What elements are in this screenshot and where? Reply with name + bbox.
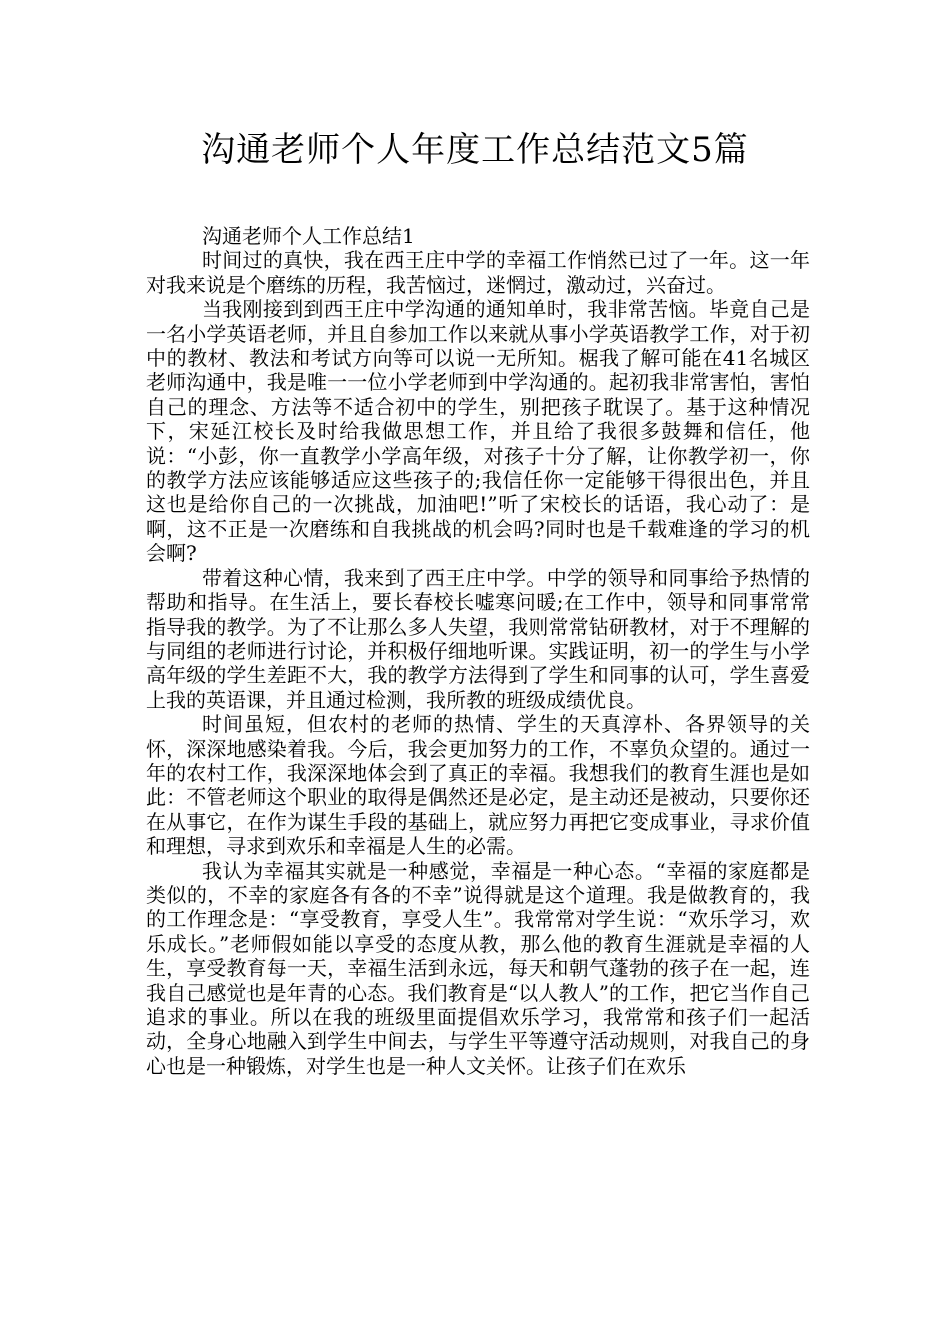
paragraph-4: 时间虽短，但农村的老师的热情、学生的天真淳朴、各界领导的关怀，深深地感染着我。今后，我会更加努力的工作，不辜负众望的。通过一年的农村工作，我深深地体会到了真正的幸福。我想我们的教育生涯也是如此：不管老师这个职业的取得是偶然还是必定，是主动还是被动，只要你还在从事它，在作为谋生手段的基础上，就应努力再把它变成事业，寻求价值和理想，寻求到欢乐和幸福是人生的必需。 bbox=[146, 712, 810, 859]
paragraph-2: 当我刚接到到西王庄中学沟通的通知单时，我非常苦恼。毕竟自己是一名小学英语老师，并且自参加工作以来就从事小学英语教学工作，对于初中的教材、教法和考试方向等可以说一无所知。椐我了解可能在41名城区老师沟通中，我是唯一一位小学老师到中学沟通的。起初我非常害怕，害怕自己的理念、方法等不适合初中的学生，别把孩子耽误了。基于这种情况下，宋延江校长及时给我做思想工作，并且给了我很多鼓舞和信任，他说：“小彭，你一直教学小学高年级，对孩子十分了解，让你教学初一，你的教学方法应该能够适应这些孩子的;我信任你一定能够干得很出色，并且这也是给你自己的一次挑战，加油吧!”听了宋校长的话语，我心动了：是啊，这不正是一次磨练和自我挑战的机会吗?同时也是千载难逢的学习的机会啊? bbox=[146, 297, 810, 566]
paragraph-3: 带着这种心情，我来到了西王庄中学。中学的领导和同事给予热情的帮助和指导。在生活上，要长春校长嘘寒问暖;在工作中，领导和同事常常指导我的教学。为了不让那么多人失望，我则常常钻研教材，对于不理解的与同组的老师进行讨论，并积极仔细地听课。实践证明，初一的学生与小学高年级的学生差距不大，我的教学方法得到了学生和同事的认可，学生喜爱上我的英语课，并且通过检测，我所教的班级成绩优良。 bbox=[146, 565, 810, 712]
document-title: 沟通老师个人年度工作总结范文5篇 bbox=[201, 130, 749, 170]
paragraph-1: 时间过的真快，我在西王庄中学的幸福工作悄然已过了一年。这一年对我来说是个磨练的历程，我苦恼过，迷惘过，激动过，兴奋过。 bbox=[146, 248, 810, 297]
document-body bbox=[146, 224, 810, 1078]
paragraph-5: 我认为幸福其实就是一种感觉，幸福是一种心态。“幸福的家庭都是类似的，不幸的家庭各有各的不幸”说得就是这个道理。我是做教育的，我的工作理念是：“享受教育，享受人生”。我常常对学生说：“欢乐学习，欢乐成长。”老师假如能以享受的态度从教，那么他的教育生涯就是幸福的人生，享受教育每一天，幸福生活到永远，每天和朝气蓬勃的孩子在一起，连我自己感觉也是年青的心态。我们教育是“以人教人”的工作，把它当作自己追求的事业。所以在我的班级里面提倡欢乐学习，我常常和孩子们一起活动，全身心地融入到学生中间去，与学生平等遵守活动规则，对我自己的身心也是一种锻炼，对学生也是一种人文关怀。让孩子们在欢乐 bbox=[146, 858, 810, 1078]
section-heading: 沟通老师个人工作总结1 bbox=[202, 224, 415, 248]
